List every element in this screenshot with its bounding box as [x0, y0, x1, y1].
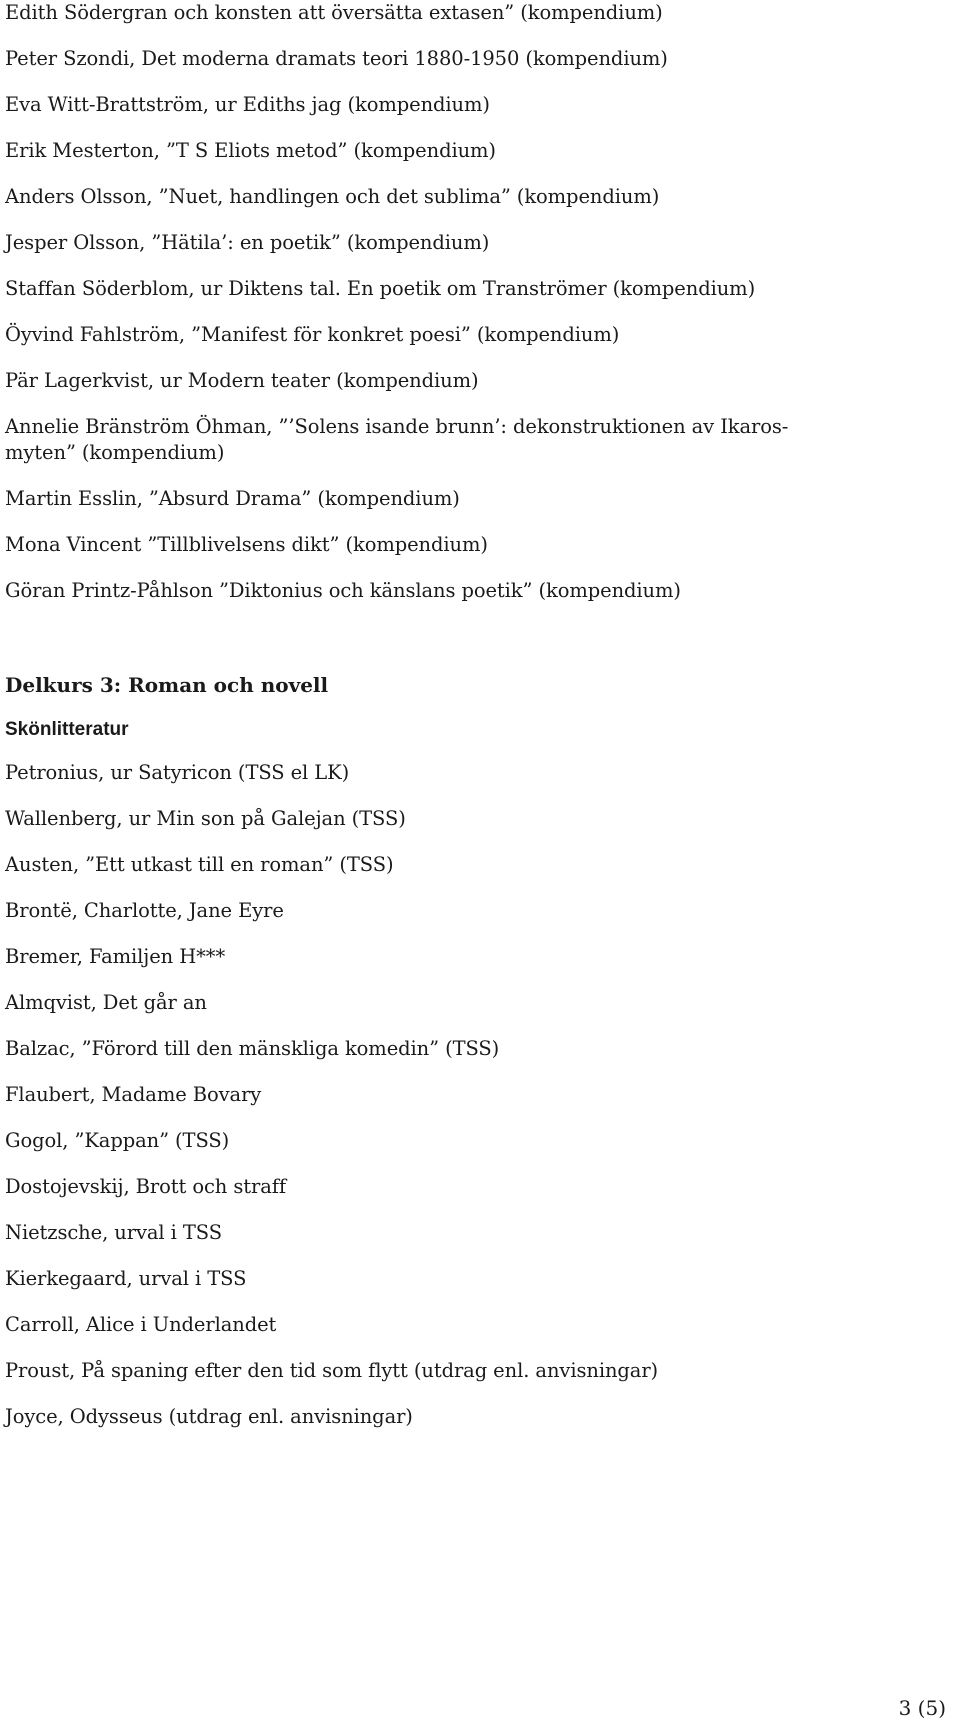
list-item: Dostojevskij, Brott och straff	[5, 1175, 286, 1198]
list-item: Erik Mesterton, ”T S Eliots metod” (kompendium)	[5, 139, 496, 162]
list-item: Nietzsche, urval i TSS	[5, 1221, 222, 1244]
list-item: Eva Witt-Brattström, ur Ediths jag (kompendium)	[5, 93, 490, 116]
list-item: Bremer, Familjen H***	[5, 945, 226, 968]
list-item: Austen, ”Ett utkast till en roman” (TSS)	[5, 853, 394, 876]
list-item: Petronius, ur Satyricon (TSS el LK)	[5, 761, 350, 784]
list-item: Staffan Söderblom, ur Diktens tal. En poetik om Tranströmer (kompendium)	[5, 277, 756, 300]
page-number: 3 (5)	[898, 1696, 946, 1720]
list-item: Flaubert, Madame Bovary	[5, 1083, 262, 1106]
list-item: Öyvind Fahlström, ”Manifest för konkret poesi” (kompendium)	[5, 323, 620, 346]
list-item: Balzac, ”Förord till den mänskliga komedin” (TSS)	[5, 1037, 500, 1060]
list-item: Anders Olsson, ”Nuet, handlingen och det sublima” (kompendium)	[5, 185, 660, 208]
list-item: Peter Szondi, Det moderna dramats teori 1880-1950 (kompendium)	[5, 47, 668, 70]
list-item: Brontë, Charlotte, Jane Eyre	[5, 899, 284, 922]
list-item: Göran Printz-Påhlson ”Diktonius och känslans poetik” (kompendium)	[5, 579, 681, 602]
list-item: Gogol, ”Kappan” (TSS)	[5, 1129, 230, 1152]
list-item: Annelie Bränström Öhman, ”’Solens isande brunn’: dekonstruktionen av Ikaros-myten” (kompendium)	[5, 415, 789, 464]
section-subheading: Skönlitteratur	[5, 719, 129, 740]
list-item: Proust, På spaning efter den tid som flytt (utdrag enl. anvisningar)	[5, 1359, 659, 1382]
list-item: Joyce, Odysseus (utdrag enl. anvisningar)	[5, 1405, 413, 1428]
list-item: Martin Esslin, ”Absurd Drama” (kompendium)	[5, 487, 460, 510]
list-item: Wallenberg, ur Min son på Galejan (TSS)	[5, 807, 406, 830]
list-item: Carroll, Alice i Underlandet	[5, 1313, 277, 1336]
list-item: Edith Södergran och konsten att översätta extasen” (kompendium)	[5, 1, 663, 24]
list-item: Pär Lagerkvist, ur Modern teater (kompendium)	[5, 369, 479, 392]
list-item: Mona Vincent ”Tillblivelsens dikt” (kompendium)	[5, 533, 488, 556]
list-item: Jesper Olsson, ”Hätila’: en poetik” (kompendium)	[5, 231, 490, 254]
list-item: Kierkegaard, urval i TSS	[5, 1267, 247, 1290]
section-heading: Delkurs 3: Roman och novell	[5, 673, 329, 697]
list-item: Almqvist, Det går an	[5, 991, 207, 1014]
